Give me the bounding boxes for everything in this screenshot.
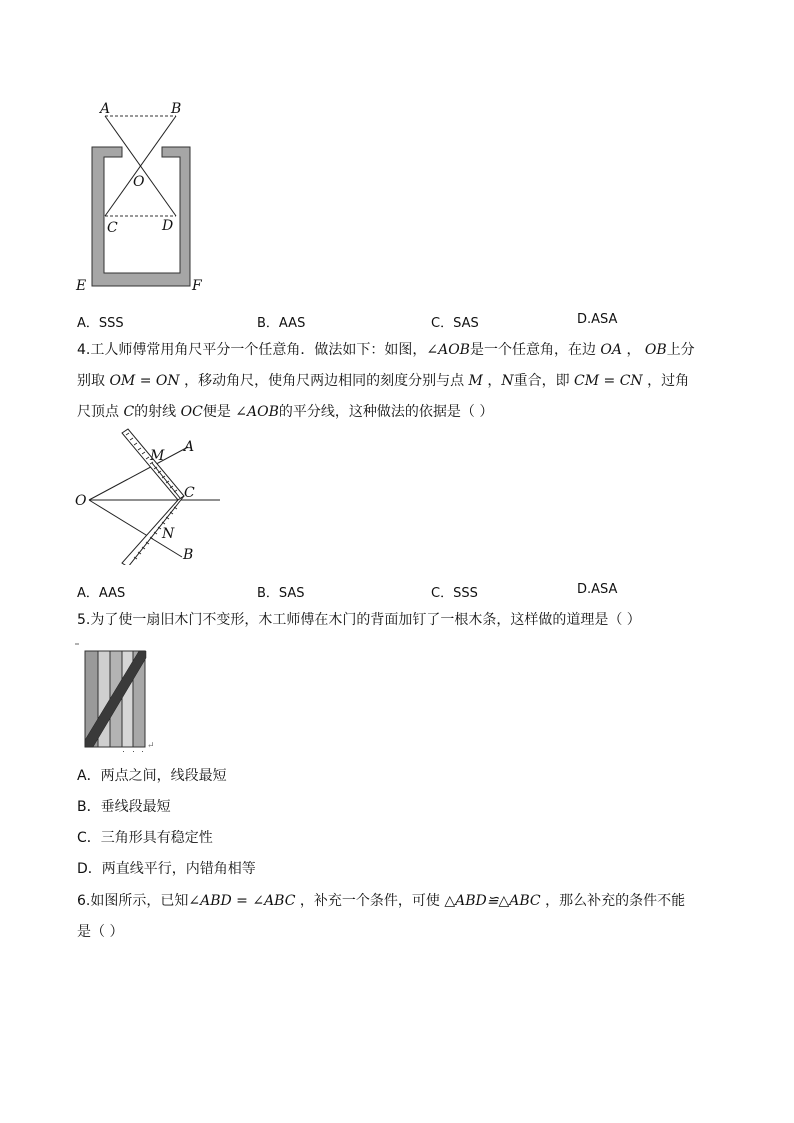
label-f: F xyxy=(192,278,202,294)
label-o: O xyxy=(75,493,87,509)
q5-stem: 5.为了使一扇旧木门不变形，木工师傅在木门的背面加钉了一根木条，这样做的道理是（ ） xyxy=(77,612,641,628)
q4-option-d: D.ASA xyxy=(577,582,618,597)
q3-option-c: C．SAS xyxy=(431,316,479,331)
q3-option-a: A．SSS xyxy=(77,316,124,331)
label-b: B xyxy=(171,101,182,117)
q4-figure xyxy=(70,425,230,565)
q3-option-d: D.ASA xyxy=(577,312,618,327)
label-o: O xyxy=(133,174,145,190)
q4-line-3: 尺顶点 C的射线 OC便是 ∠AOB的平分线，这种做法的依据是（ ） xyxy=(77,404,494,420)
label-e: E xyxy=(76,278,87,294)
door-ticks xyxy=(123,751,143,752)
q6-stem xyxy=(77,886,767,948)
label-d: D xyxy=(162,218,174,234)
q4-option-c: C．SSS xyxy=(431,586,478,601)
ruler-lower-arm xyxy=(122,496,184,565)
label-c: C xyxy=(184,485,195,501)
q5-option-b: B．垂线段最短 xyxy=(77,799,171,815)
label-c: C xyxy=(107,220,118,236)
q5-door-figure xyxy=(75,640,160,755)
label-a: A xyxy=(100,101,111,117)
label-a: A xyxy=(184,439,195,455)
q5-option-d: D．两直线平行，内错角相等 xyxy=(77,861,256,877)
q4-line-1: 4.工人师傅常用角尺平分一个任意角．做法如下：如图，∠AOB是一个任意角，在边 OA ， OB上分 xyxy=(77,342,695,358)
q3-option-b: B．AAS xyxy=(257,316,306,331)
q5-option-c: C．三角形具有稳定性 xyxy=(77,830,213,846)
label-m: M xyxy=(150,448,165,464)
q4-line-2: 别取 OM = ON ，移动角尺，使角尺两边相同的刻度分别与点 M ，N重合，即 CM = CN ，过角 xyxy=(77,373,690,389)
label-n: N xyxy=(162,526,175,542)
q6-line-2: 是（ ） xyxy=(77,924,124,940)
q3-figure xyxy=(70,95,220,300)
q5-option-a: A．两点之间，线段最短 xyxy=(77,768,227,784)
q4-option-b: B．SAS xyxy=(257,586,305,601)
label-b: B xyxy=(183,547,194,563)
q4-option-a: A．AAS xyxy=(77,586,126,601)
q6-line-1: 6.如图所示，已知∠ABD = ∠ABC ，补充一个条件，可使 △ABD≌△ABC ，那么补充的条件不能 xyxy=(77,893,686,909)
q4-stem xyxy=(77,335,767,428)
svg-text:↵: ↵ xyxy=(147,741,155,751)
